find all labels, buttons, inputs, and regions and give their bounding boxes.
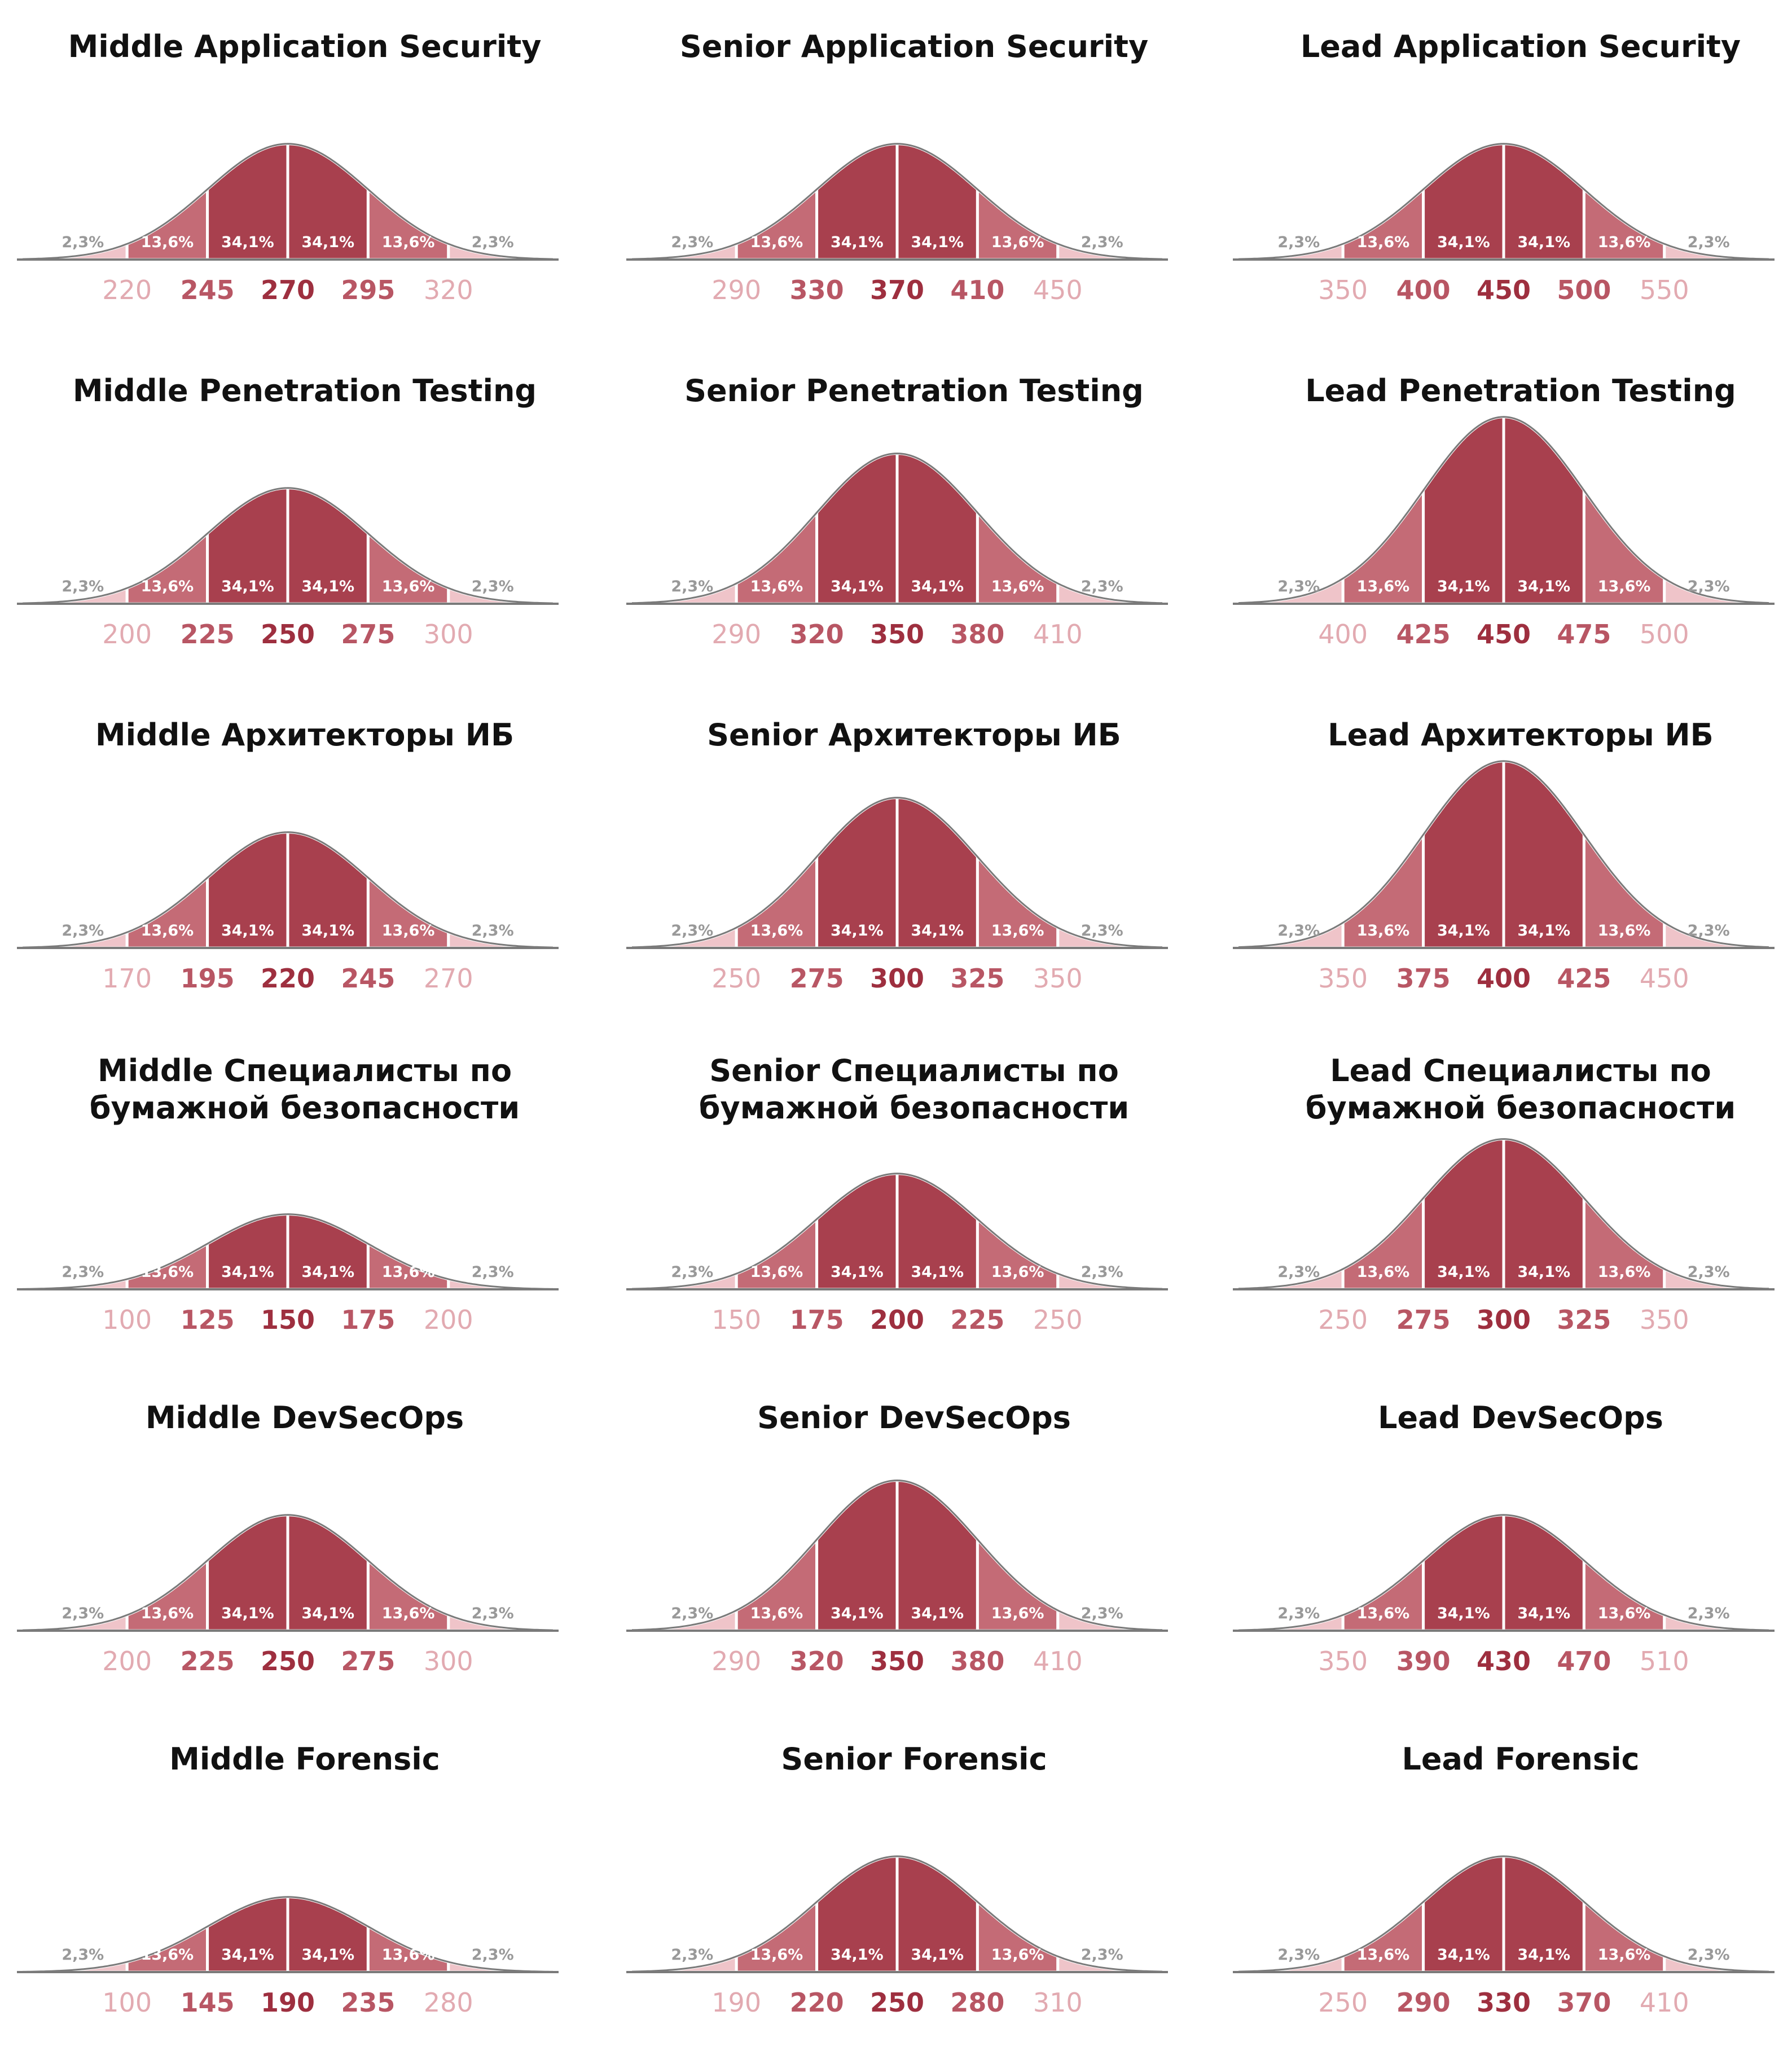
segment-percent-label: 34,1% xyxy=(1517,1946,1571,1964)
segment-percent-label: 34,1% xyxy=(911,922,964,939)
x-tick-label: 295 xyxy=(341,275,396,305)
x-tick-label: 410 xyxy=(950,275,1005,305)
segment-percent-label: 13,6% xyxy=(991,234,1044,251)
segment-percent-label: 34,1% xyxy=(1437,578,1490,595)
segment-percent-label: 13,6% xyxy=(750,922,803,939)
distribution-segment xyxy=(1504,761,1584,948)
segment-percent-label: 34,1% xyxy=(1517,1263,1571,1281)
bell-curve-chart xyxy=(621,361,1207,700)
segment-percent-label: 34,1% xyxy=(301,234,355,251)
x-tick-label: 190 xyxy=(260,1987,315,2018)
segment-percent-label: 34,1% xyxy=(221,922,274,939)
segment-percent-label: 34,1% xyxy=(1437,1946,1490,1964)
segment-percent-label: 2,3% xyxy=(1277,1263,1320,1281)
bell-curve-chart xyxy=(1227,1729,1792,2068)
x-tick-label: 550 xyxy=(1639,275,1689,305)
chart-panel xyxy=(1227,1729,1792,2068)
x-tick-label: 350 xyxy=(1639,1305,1689,1335)
bell-curve-chart xyxy=(1227,361,1792,700)
x-tick-label: 250 xyxy=(1318,1305,1368,1335)
x-tick-label: 225 xyxy=(180,1646,235,1676)
x-tick-label: 250 xyxy=(1318,1987,1368,2018)
segment-percent-label: 2,3% xyxy=(1277,1946,1320,1964)
x-tick-label: 300 xyxy=(1476,1305,1531,1335)
segment-percent-label: 2,3% xyxy=(1687,922,1730,939)
segment-percent-label: 2,3% xyxy=(671,922,714,939)
x-tick-label: 300 xyxy=(423,619,473,649)
chart-title-line: бумажной безопасности xyxy=(1305,1090,1736,1126)
segment-percent-label: 13,6% xyxy=(1597,1946,1651,1964)
x-tick-label: 410 xyxy=(1639,1987,1689,2018)
segment-percent-label: 13,6% xyxy=(381,578,435,595)
segment-percent-label: 13,6% xyxy=(140,578,194,595)
segment-percent-label: 13,6% xyxy=(1356,1946,1410,1964)
x-tick-label: 250 xyxy=(260,1646,315,1676)
bell-curve-chart xyxy=(1227,705,1792,1044)
segment-percent-label: 2,3% xyxy=(1081,1605,1123,1622)
segment-percent-label: 34,1% xyxy=(1437,1263,1490,1281)
segment-percent-label: 13,6% xyxy=(991,1263,1044,1281)
chart-panel xyxy=(11,17,598,355)
segment-percent-label: 2,3% xyxy=(671,578,714,595)
x-tick-label: 270 xyxy=(423,963,473,994)
segment-percent-label: 13,6% xyxy=(140,1946,194,1964)
x-tick-label: 450 xyxy=(1639,963,1689,994)
segment-percent-label: 2,3% xyxy=(62,1263,104,1281)
segment-percent-label: 13,6% xyxy=(381,234,435,251)
chart-title-line: Senior Специалисты по xyxy=(709,1053,1119,1088)
bell-curve-chart xyxy=(11,361,598,700)
segment-percent-label: 2,3% xyxy=(671,234,714,251)
segment-percent-label: 13,6% xyxy=(991,578,1044,595)
segment-percent-label: 13,6% xyxy=(1597,1605,1651,1622)
x-tick-label: 220 xyxy=(102,275,152,305)
x-tick-label: 175 xyxy=(341,1305,396,1335)
chart-panel xyxy=(621,361,1207,700)
chart-title-line: Senior Forensic xyxy=(781,1741,1047,1777)
x-tick-label: 425 xyxy=(1396,619,1451,649)
chart-title-line: Middle Архитекторы ИБ xyxy=(95,717,515,753)
x-tick-label: 200 xyxy=(102,619,152,649)
chart-panel xyxy=(1227,705,1792,1044)
chart-title-line: Lead Forensic xyxy=(1402,1741,1640,1777)
x-tick-label: 470 xyxy=(1557,1646,1611,1676)
segment-percent-label: 34,1% xyxy=(301,1605,355,1622)
segment-percent-label: 2,3% xyxy=(1687,1946,1730,1964)
segment-percent-label: 34,1% xyxy=(221,234,274,251)
chart-panel xyxy=(1227,1388,1792,1727)
x-tick-label: 270 xyxy=(260,275,315,305)
chart-panel xyxy=(621,1729,1207,2068)
segment-percent-label: 2,3% xyxy=(1277,1605,1320,1622)
chart-title-line: бумажной безопасности xyxy=(89,1090,520,1126)
x-tick-label: 325 xyxy=(1557,1305,1611,1335)
x-tick-label: 410 xyxy=(1033,1646,1083,1676)
segment-percent-label: 34,1% xyxy=(1437,1605,1490,1622)
bell-curve-chart xyxy=(11,1047,598,1385)
x-tick-label: 430 xyxy=(1476,1646,1531,1676)
segment-percent-label: 13,6% xyxy=(381,1605,435,1622)
x-tick-label: 245 xyxy=(341,963,396,994)
distribution-segment xyxy=(1504,417,1584,604)
x-tick-label: 300 xyxy=(869,963,925,994)
x-tick-label: 245 xyxy=(180,275,235,305)
x-tick-label: 280 xyxy=(950,1987,1005,2018)
bell-curve-chart xyxy=(11,1388,598,1727)
segment-percent-label: 13,6% xyxy=(1597,922,1651,939)
segment-percent-label: 13,6% xyxy=(991,922,1044,939)
x-tick-label: 350 xyxy=(1318,963,1368,994)
chart-title-line: Lead Специалисты по xyxy=(1330,1053,1711,1088)
segment-percent-label: 34,1% xyxy=(911,578,964,595)
segment-percent-label: 2,3% xyxy=(671,1605,714,1622)
chart-panel xyxy=(621,1047,1207,1385)
segment-percent-label: 2,3% xyxy=(62,578,104,595)
x-tick-label: 100 xyxy=(102,1305,152,1335)
x-tick-label: 350 xyxy=(1318,1646,1368,1676)
segment-percent-label: 13,6% xyxy=(1356,234,1410,251)
x-tick-label: 475 xyxy=(1557,619,1611,649)
x-tick-label: 300 xyxy=(423,1646,473,1676)
x-tick-label: 235 xyxy=(341,1987,396,2018)
bell-curve-chart xyxy=(621,17,1207,355)
x-tick-label: 175 xyxy=(789,1305,844,1335)
segment-percent-label: 2,3% xyxy=(1081,922,1123,939)
x-tick-label: 500 xyxy=(1557,275,1611,305)
segment-percent-label: 2,3% xyxy=(1081,1263,1123,1281)
segment-percent-label: 2,3% xyxy=(1081,1946,1123,1964)
bell-curve-chart xyxy=(11,17,598,355)
x-tick-label: 200 xyxy=(869,1305,925,1335)
x-tick-label: 220 xyxy=(260,963,315,994)
chart-title-line: бумажной безопасности xyxy=(699,1090,1130,1126)
x-tick-label: 195 xyxy=(180,963,235,994)
x-tick-label: 275 xyxy=(1396,1305,1451,1335)
chart-title-line: Lead Penetration Testing xyxy=(1305,373,1736,409)
segment-percent-label: 2,3% xyxy=(1277,234,1320,251)
segment-percent-label: 34,1% xyxy=(1517,922,1571,939)
segment-percent-label: 2,3% xyxy=(671,1263,714,1281)
segment-percent-label: 2,3% xyxy=(1687,234,1730,251)
segment-percent-label: 13,6% xyxy=(750,1263,803,1281)
segment-percent-label: 13,6% xyxy=(140,234,194,251)
segment-percent-label: 13,6% xyxy=(140,922,194,939)
segment-percent-label: 13,6% xyxy=(1356,1263,1410,1281)
x-tick-label: 290 xyxy=(1396,1987,1451,2018)
x-tick-label: 100 xyxy=(102,1987,152,2018)
chart-title-line: Lead Application Security xyxy=(1300,29,1741,64)
x-tick-label: 290 xyxy=(711,1646,762,1676)
x-tick-label: 425 xyxy=(1557,963,1611,994)
chart-panel xyxy=(11,705,598,1044)
segment-percent-label: 13,6% xyxy=(1356,1605,1410,1622)
x-tick-label: 320 xyxy=(789,619,844,649)
x-tick-label: 190 xyxy=(711,1987,762,2018)
x-tick-label: 450 xyxy=(1033,275,1083,305)
bell-curve-chart xyxy=(621,705,1207,1044)
x-tick-label: 320 xyxy=(423,275,473,305)
chart-title-line: Middle Специалисты по xyxy=(97,1053,512,1088)
segment-percent-label: 2,3% xyxy=(471,1946,514,1964)
chart-panel xyxy=(11,1388,598,1727)
segment-percent-label: 13,6% xyxy=(1597,1263,1651,1281)
x-tick-label: 290 xyxy=(711,619,762,649)
segment-percent-label: 13,6% xyxy=(381,1263,435,1281)
segment-percent-label: 13,6% xyxy=(381,1946,435,1964)
bell-curve-chart xyxy=(1227,1388,1792,1727)
segment-percent-label: 13,6% xyxy=(750,234,803,251)
segment-percent-label: 2,3% xyxy=(471,922,514,939)
segment-percent-label: 2,3% xyxy=(1081,578,1123,595)
segment-percent-label: 34,1% xyxy=(301,578,355,595)
x-tick-label: 380 xyxy=(950,619,1005,649)
segment-percent-label: 13,6% xyxy=(991,1605,1044,1622)
chart-title-line: Senior Архитекторы ИБ xyxy=(707,717,1121,753)
segment-percent-label: 34,1% xyxy=(301,1946,355,1964)
segment-percent-label: 13,6% xyxy=(750,578,803,595)
x-tick-label: 275 xyxy=(341,1646,396,1676)
segment-percent-label: 34,1% xyxy=(911,1605,964,1622)
segment-percent-label: 34,1% xyxy=(1517,234,1571,251)
segment-percent-label: 2,3% xyxy=(1277,922,1320,939)
x-tick-label: 200 xyxy=(102,1646,152,1676)
segment-percent-label: 13,6% xyxy=(991,1946,1044,1964)
segment-percent-label: 34,1% xyxy=(221,1263,274,1281)
segment-percent-label: 34,1% xyxy=(830,234,884,251)
chart-title-line: Middle Penetration Testing xyxy=(72,373,537,409)
segment-percent-label: 2,3% xyxy=(471,1605,514,1622)
x-tick-label: 400 xyxy=(1318,619,1368,649)
x-tick-label: 400 xyxy=(1396,275,1451,305)
segment-percent-label: 34,1% xyxy=(830,578,884,595)
bell-curve-chart xyxy=(1227,1047,1792,1385)
x-tick-label: 380 xyxy=(950,1646,1005,1676)
x-tick-label: 325 xyxy=(950,963,1005,994)
chart-panel xyxy=(621,705,1207,1044)
segment-percent-label: 13,6% xyxy=(1597,234,1651,251)
segment-percent-label: 34,1% xyxy=(221,1605,274,1622)
x-tick-label: 370 xyxy=(1557,1987,1611,2018)
x-tick-label: 290 xyxy=(711,275,762,305)
segment-percent-label: 2,3% xyxy=(62,1946,104,1964)
segment-percent-label: 34,1% xyxy=(221,578,274,595)
chart-title-line: Senior Application Security xyxy=(679,29,1149,64)
chart-title-line: Middle Application Security xyxy=(68,29,542,64)
x-tick-label: 250 xyxy=(869,1987,925,2018)
segment-percent-label: 13,6% xyxy=(1356,578,1410,595)
segment-percent-label: 13,6% xyxy=(140,1605,194,1622)
x-tick-label: 375 xyxy=(1396,963,1451,994)
chart-title-line: Middle Forensic xyxy=(169,1741,440,1777)
bell-curve-chart xyxy=(11,1729,598,2068)
x-tick-label: 150 xyxy=(260,1305,315,1335)
segment-percent-label: 2,3% xyxy=(471,1263,514,1281)
x-tick-label: 450 xyxy=(1476,619,1531,649)
segment-percent-label: 34,1% xyxy=(1517,1605,1571,1622)
segment-percent-label: 34,1% xyxy=(911,1263,964,1281)
chart-panel xyxy=(1227,361,1792,700)
segment-percent-label: 2,3% xyxy=(671,1946,714,1964)
bell-curve-chart xyxy=(11,705,598,1044)
chart-panel xyxy=(11,1047,598,1385)
segment-percent-label: 2,3% xyxy=(1081,234,1123,251)
x-tick-label: 400 xyxy=(1476,963,1531,994)
segment-percent-label: 2,3% xyxy=(1687,1263,1730,1281)
x-tick-label: 350 xyxy=(869,1646,925,1676)
x-tick-label: 250 xyxy=(711,963,762,994)
x-tick-label: 320 xyxy=(789,1646,844,1676)
x-tick-label: 150 xyxy=(711,1305,762,1335)
x-tick-label: 200 xyxy=(423,1305,473,1335)
chart-title-line: Lead DevSecOps xyxy=(1378,1400,1663,1435)
x-tick-label: 510 xyxy=(1639,1646,1689,1676)
segment-percent-label: 34,1% xyxy=(830,1263,884,1281)
segment-percent-label: 34,1% xyxy=(301,922,355,939)
x-tick-label: 350 xyxy=(1033,963,1083,994)
bell-curve-chart xyxy=(621,1388,1207,1727)
segment-percent-label: 34,1% xyxy=(830,1946,884,1964)
x-tick-label: 350 xyxy=(869,619,925,649)
chart-title-line: Senior Penetration Testing xyxy=(684,373,1144,409)
segment-percent-label: 34,1% xyxy=(830,1605,884,1622)
x-tick-label: 280 xyxy=(423,1987,473,2018)
segment-percent-label: 2,3% xyxy=(62,234,104,251)
x-tick-label: 390 xyxy=(1396,1646,1451,1676)
segment-percent-label: 13,6% xyxy=(1356,922,1410,939)
chart-panel xyxy=(11,1729,598,2068)
x-tick-label: 330 xyxy=(789,275,844,305)
segment-percent-label: 34,1% xyxy=(1437,234,1490,251)
bell-curve-chart xyxy=(1227,17,1792,355)
segment-percent-label: 2,3% xyxy=(1687,578,1730,595)
chart-panel xyxy=(621,17,1207,355)
chart-panel xyxy=(1227,17,1792,355)
segment-percent-label: 34,1% xyxy=(1437,922,1490,939)
x-tick-label: 275 xyxy=(341,619,396,649)
x-tick-label: 250 xyxy=(1033,1305,1083,1335)
x-tick-label: 125 xyxy=(180,1305,235,1335)
chart-title-line: Lead Архитекторы ИБ xyxy=(1328,717,1714,753)
x-tick-label: 410 xyxy=(1033,619,1083,649)
chart-panel xyxy=(11,361,598,700)
bell-curve-chart xyxy=(621,1047,1207,1385)
chart-title-line: Middle DevSecOps xyxy=(145,1400,464,1435)
segment-percent-label: 2,3% xyxy=(62,922,104,939)
x-tick-label: 450 xyxy=(1476,275,1531,305)
segment-percent-label: 34,1% xyxy=(221,1946,274,1964)
segment-percent-label: 13,6% xyxy=(140,1263,194,1281)
segment-percent-label: 13,6% xyxy=(1597,578,1651,595)
segment-percent-label: 34,1% xyxy=(301,1263,355,1281)
segment-percent-label: 34,1% xyxy=(911,234,964,251)
chart-panel xyxy=(621,1388,1207,1727)
chart-title-line: Senior DevSecOps xyxy=(757,1400,1071,1435)
x-tick-label: 275 xyxy=(789,963,844,994)
segment-percent-label: 34,1% xyxy=(911,1946,964,1964)
distribution-segment xyxy=(1424,417,1504,604)
segment-percent-label: 13,6% xyxy=(750,1605,803,1622)
x-tick-label: 350 xyxy=(1318,275,1368,305)
segment-percent-label: 13,6% xyxy=(750,1946,803,1964)
x-tick-label: 225 xyxy=(950,1305,1005,1335)
x-tick-label: 310 xyxy=(1033,1987,1083,2018)
x-tick-label: 170 xyxy=(102,963,152,994)
x-tick-label: 220 xyxy=(789,1987,844,2018)
segment-percent-label: 2,3% xyxy=(62,1605,104,1622)
segment-percent-label: 2,3% xyxy=(471,234,514,251)
segment-percent-label: 2,3% xyxy=(1277,578,1320,595)
x-tick-label: 250 xyxy=(260,619,315,649)
chart-panel xyxy=(1227,1047,1792,1385)
segment-percent-label: 13,6% xyxy=(381,922,435,939)
segment-percent-label: 2,3% xyxy=(1687,1605,1730,1622)
segment-percent-label: 2,3% xyxy=(471,578,514,595)
bell-curve-chart xyxy=(621,1729,1207,2068)
x-tick-label: 225 xyxy=(180,619,235,649)
segment-percent-label: 34,1% xyxy=(1517,578,1571,595)
x-tick-label: 370 xyxy=(869,275,925,305)
x-tick-label: 330 xyxy=(1476,1987,1531,2018)
distribution-segment xyxy=(1424,761,1504,948)
x-tick-label: 500 xyxy=(1639,619,1689,649)
segment-percent-label: 34,1% xyxy=(830,922,884,939)
x-tick-label: 145 xyxy=(180,1987,235,2018)
